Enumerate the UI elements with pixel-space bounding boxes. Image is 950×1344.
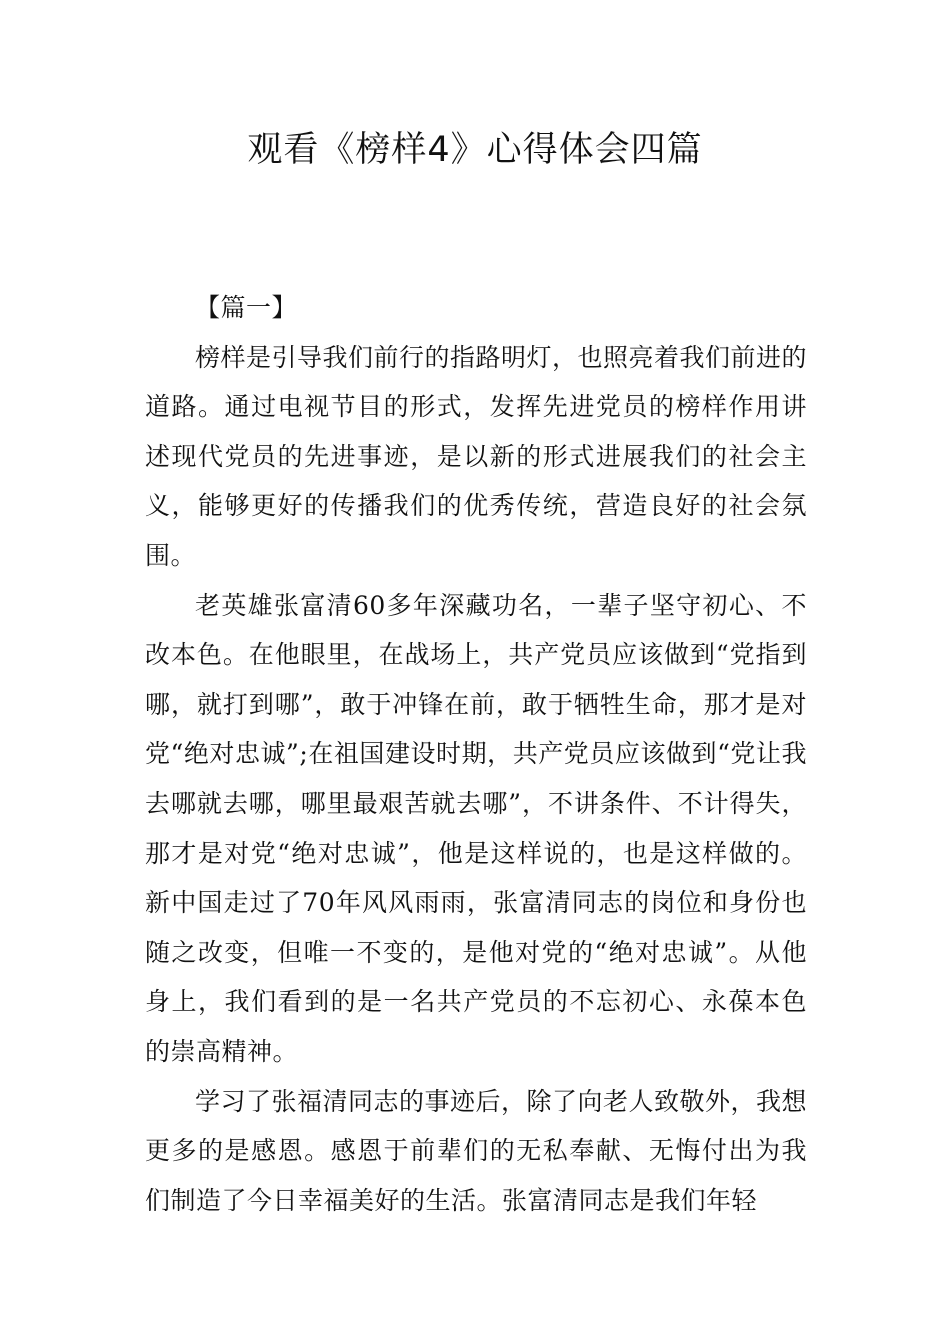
document-title: 观看《榜样4》心得体会四篇 — [247, 130, 703, 170]
document-body — [145, 283, 807, 1225]
paragraph-2: 老英雄张富清60多年深藏功名，一辈子坚守初心、不改本色。在他眼里，在战场上，共产党员应该做到“党指到哪，就打到哪”，敢于冲锋在前，敢于牺牲生命，那才是对党“绝对忠诚”;在祖国建设时期，共产党员应该做到“党让我去哪就去哪，哪里最艰苦就去哪”，不讲条件、不计得失，那才是对党“绝对忠诚”，他是这样说的，也是这样做的。新中国走过了70年风风雨雨，张富清同志的岗位和身份也随之改变，但唯一不变的，是他对党的“绝对忠诚”。从他身上，我们看到的是一名共产党员的不忘初心、永葆本色的崇高精神。 — [145, 590, 807, 1066]
paragraph-3: 学习了张福清同志的事迹后，除了向老人致敬外，我想更多的是感恩。感恩于前辈们的无私奉献、无悔付出为我们制造了今日幸福美好的生活。张富清同志是我们年轻 — [145, 1086, 808, 1215]
paragraph-1: 榜样是引导我们前行的指路明灯，也照亮着我们前进的道路。通过电视节目的形式，发挥先进党员的榜样作用讲述现代党员的先进事迹，是以新的形式进展我们的社会主义，能够更好的传播我们的优秀传统，营造良好的社会氛围。 — [145, 342, 808, 570]
section-label: 【篇一】 — [195, 293, 298, 322]
